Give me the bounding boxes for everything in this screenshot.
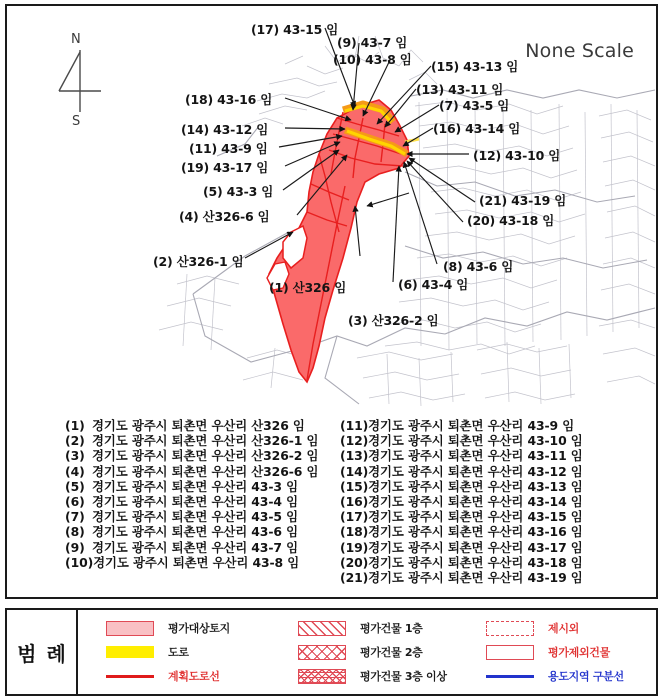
- callout-label-15: (15) 43-13 임: [431, 59, 519, 74]
- address-index: (16): [340, 494, 369, 510]
- legend-item-building-3f-plus: [298, 664, 476, 688]
- address-row: [340, 494, 583, 509]
- legend-item-target-land: [106, 616, 292, 640]
- blue-line-swatch-icon: [486, 675, 534, 678]
- address-row: [65, 555, 318, 570]
- address-text: 경기도 광주시 퇴촌면 우산리 43-9 임: [368, 418, 575, 433]
- address-index: (13): [340, 448, 369, 464]
- address-row: [340, 540, 583, 555]
- address-index: (14): [340, 463, 369, 479]
- address-row: [340, 524, 583, 539]
- address-index: (4): [65, 463, 85, 479]
- legend-item-building-1f: [298, 616, 476, 640]
- address-text: 경기도 광주시 퇴촌면 우산리 43-8 임: [93, 554, 300, 570]
- address-row: [340, 418, 583, 433]
- address-row: [65, 540, 318, 555]
- address-row: [65, 433, 318, 448]
- legend-label: 제시외: [548, 622, 579, 635]
- swatch-wrap: [106, 646, 168, 658]
- callout-label-16: (16) 43-14 임: [433, 121, 521, 136]
- address-text: 경기도 광주시 퇴촌면 우산리 43-10 임: [368, 433, 583, 449]
- callout-label-3: (3) 산326-2 임: [348, 313, 439, 328]
- address-column-right: [340, 418, 583, 585]
- legend-item-excluded-building: [486, 640, 656, 664]
- legend-title: 범례: [17, 641, 76, 666]
- swatch-wrap: [486, 675, 548, 678]
- legend-label: 평가제외건물: [548, 646, 610, 659]
- compass-north-label: N: [71, 32, 82, 47]
- callout-label-10: (10) 43-8 임: [333, 52, 412, 67]
- swatch-wrap: [486, 621, 548, 636]
- address-index: (19): [340, 539, 369, 555]
- address-index: (21): [340, 570, 369, 586]
- address-row: [65, 479, 318, 494]
- address-row: [65, 524, 318, 539]
- address-text: 경기도 광주시 퇴촌면 우산리 43-7 임: [92, 539, 298, 555]
- address-index: (3): [65, 448, 85, 464]
- address-index: (2): [65, 433, 85, 449]
- callout-label-8: (8) 43-6 임: [443, 259, 514, 274]
- address-index: (18): [340, 524, 369, 540]
- address-text: 경기도 광주시 퇴촌면 우산리 43-19 임: [368, 570, 583, 586]
- cross-hatch-swatch-icon: [298, 645, 346, 660]
- address-text: 경기도 광주시 퇴촌면 우산리 43-6 임: [92, 524, 298, 540]
- legend-column-3: [476, 616, 656, 688]
- callout-label-7: (7) 43-5 임: [439, 98, 510, 113]
- map-canvas: [7, 6, 656, 416]
- address-text: 경기도 광주시 퇴촌면 우산리 43-16 임: [368, 524, 583, 540]
- legend-label: 도로: [168, 646, 189, 659]
- address-row: [340, 570, 583, 585]
- address-index: (1): [65, 418, 85, 433]
- swatch-wrap: [298, 645, 360, 660]
- legend-title-cell: [7, 610, 78, 694]
- address-row: [340, 509, 583, 524]
- legend-label: 평가건물 3층 이상: [360, 670, 447, 683]
- address-index: (17): [340, 509, 369, 525]
- address-text: 경기도 광주시 퇴촌면 우산리 43-14 임: [368, 494, 583, 510]
- legend-item-planned-road-line: [106, 664, 292, 688]
- address-index: (11): [340, 418, 369, 433]
- compass-south-label: S: [72, 114, 81, 129]
- address-text: 경기도 광주시 퇴촌면 우산리 산326 임: [92, 418, 305, 433]
- address-row: [340, 433, 583, 448]
- address-row: [65, 448, 318, 463]
- address-row: [65, 494, 318, 509]
- callout-label-17: (17) 43-15 임: [251, 22, 339, 37]
- yellow-fill-swatch-icon: [106, 646, 154, 658]
- callout-label-18: (18) 43-16 임: [185, 92, 273, 107]
- address-index: (6): [65, 494, 85, 510]
- callout-label-4: (4) 산326-6 임: [179, 209, 270, 224]
- address-row: [340, 464, 583, 479]
- callout-label-6: (6) 43-4 임: [398, 277, 469, 292]
- solid-rect-swatch-icon: [486, 645, 534, 660]
- legend-item-unlisted: [486, 616, 656, 640]
- red-line-swatch-icon: [106, 675, 154, 678]
- callout-label-5: (5) 43-3 임: [203, 184, 274, 199]
- address-text: 경기도 광주시 퇴촌면 우산리 43-12 임: [368, 463, 583, 479]
- address-text: 경기도 광주시 퇴촌면 우산리 43-17 임: [368, 539, 583, 555]
- callout-label-2: (2) 산326-1 임: [153, 254, 244, 269]
- callout-label-12: (12) 43-10 임: [473, 148, 561, 163]
- diagonal-hatch-swatch-icon: [298, 621, 346, 636]
- legend-label: 용도지역 구분선: [548, 670, 624, 683]
- address-row: [340, 448, 583, 463]
- legend-label: 평가건물 1층: [360, 622, 423, 635]
- address-list: [7, 418, 656, 596]
- dense-cross-hatch-swatch-icon: [298, 669, 346, 684]
- legend-column-1: [78, 616, 292, 688]
- address-index: (9): [65, 539, 85, 555]
- legend-label: 계획도로선: [168, 670, 220, 683]
- address-column-left: [65, 418, 318, 570]
- callout-label-14: (14) 43-12 임: [181, 122, 269, 137]
- address-index: (8): [65, 524, 85, 540]
- swatch-wrap: [298, 621, 360, 636]
- address-text: 경기도 광주시 퇴촌면 우산리 43-5 임: [92, 509, 298, 525]
- address-text: 경기도 광주시 퇴촌면 우산리 43-18 임: [368, 554, 583, 570]
- address-index: (5): [65, 478, 85, 494]
- address-index: (10): [65, 554, 94, 570]
- callout-label-13: (13) 43-11 임: [416, 82, 504, 97]
- legend-label: 평가건물 2층: [360, 646, 423, 659]
- swatch-wrap: [106, 675, 168, 678]
- callout-label-20: (20) 43-18 임: [467, 213, 555, 228]
- address-row: [65, 509, 318, 524]
- address-text: 경기도 광주시 퇴촌면 우산리 43-15 임: [368, 509, 583, 525]
- address-row: [340, 555, 583, 570]
- callout-label-21: (21) 43-19 임: [479, 193, 567, 208]
- address-row: [65, 464, 318, 479]
- swatch-wrap: [106, 621, 168, 636]
- legend-item-road: [106, 640, 292, 664]
- legend-item-zoning-boundary: [486, 664, 656, 688]
- legend-frame: [5, 608, 658, 696]
- address-index: (12): [340, 433, 369, 449]
- address-index: (15): [340, 478, 369, 494]
- main-map-frame: [5, 4, 658, 599]
- legend-item-building-2f: [298, 640, 476, 664]
- scale-note: None Scale: [525, 40, 634, 62]
- callout-label-11: (11) 43-9 임: [189, 141, 268, 156]
- swatch-wrap: [298, 669, 360, 684]
- callout-label-1: (1) 산326 임: [269, 280, 347, 295]
- address-text: 경기도 광주시 퇴촌면 우산리 43-3 임: [92, 478, 298, 494]
- address-row: [340, 479, 583, 494]
- callout-label-9: (9) 43-7 임: [337, 35, 408, 50]
- address-text: 경기도 광주시 퇴촌면 우산리 43-4 임: [92, 494, 298, 510]
- legend-label: 평가대상토지: [168, 622, 230, 635]
- address-text: 경기도 광주시 퇴촌면 우산리 산326-2 임: [92, 448, 319, 464]
- swatch-wrap: [486, 645, 548, 660]
- pink-fill-swatch-icon: [106, 621, 154, 636]
- dashed-rect-swatch-icon: [486, 621, 534, 636]
- address-text: 경기도 광주시 퇴촌면 우산리 43-11 임: [368, 448, 583, 464]
- address-text: 경기도 광주시 퇴촌면 우산리 산326-6 임: [92, 463, 319, 479]
- legend-body: [78, 610, 656, 694]
- address-index: (7): [65, 509, 85, 525]
- address-index: (20): [340, 554, 369, 570]
- address-text: 경기도 광주시 퇴촌면 우산리 43-13 임: [368, 478, 583, 494]
- legend-column-2: [292, 616, 476, 688]
- callout-label-19: (19) 43-17 임: [181, 160, 269, 175]
- map-svg: [7, 6, 656, 416]
- address-row: [65, 418, 318, 433]
- address-text: 경기도 광주시 퇴촌면 우산리 산326-1 임: [92, 433, 319, 449]
